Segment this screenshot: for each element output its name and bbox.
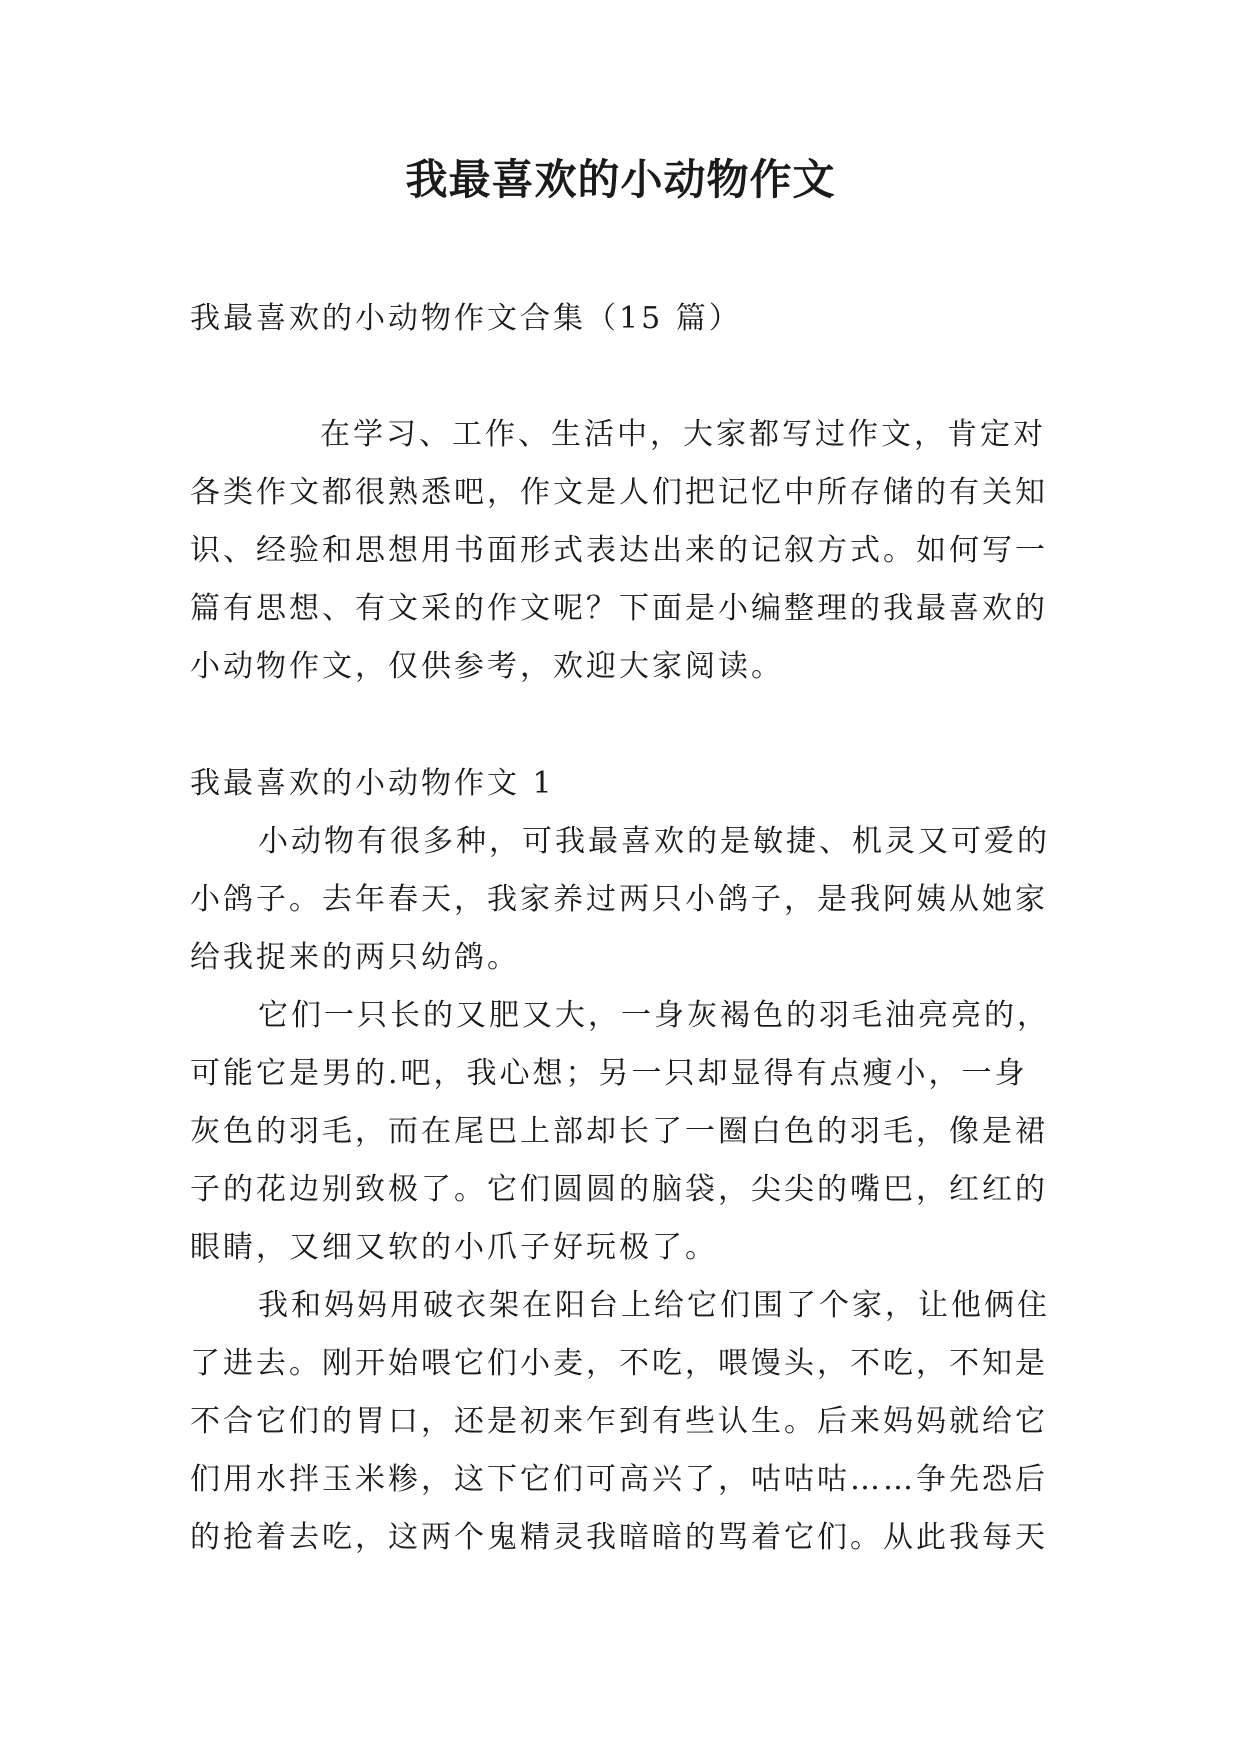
section-body <box>190 813 1060 1567</box>
document-title: 我最喜欢的小动物作文 <box>405 155 836 204</box>
section-heading-text: 我最喜欢的小动物作文 1 <box>190 766 555 801</box>
intro-line: 篇有思想、有文采的作文呢？下面是小编整理的我最喜欢的 <box>190 591 1048 626</box>
paragraph-line: 的抢着去吃，这两个鬼精灵我暗暗的骂着它们。从此我每天 <box>190 1520 1048 1555</box>
paragraph-line: 子的花边别致极了。它们圆圆的脑袋，尖尖的嘴巴，红红的 <box>190 1172 1048 1207</box>
paragraph-line: 我和妈妈用破衣架在阳台上给它们围了个家，让他俩住 <box>258 1288 1050 1323</box>
subtitle-line: 我最喜欢的小动物作文合集（15 篇） <box>190 301 742 336</box>
paragraph-line: 它们一只长的又肥又大，一身灰褐色的羽毛油亮亮的， <box>258 998 1050 1033</box>
paragraph-line: 小鸽子。去年春天，我家养过两只小鸽子，是我阿姨从她家 <box>190 882 1048 917</box>
intro-paragraph <box>190 406 1060 696</box>
intro-line: 各类作文都很熟悉吧，作文是人们把记忆中所存储的有关知 <box>190 475 1048 510</box>
intro-line: 小动物作文，仅供参考，欢迎大家阅读。 <box>190 649 784 684</box>
paragraph-line: 给我捉来的两只幼鸽。 <box>190 940 520 975</box>
paragraph-line: 们用水拌玉米糁，这下它们可高兴了，咕咕咕……争先恐后 <box>190 1462 1048 1497</box>
paragraph-line: 小动物有很多种，可我最喜欢的是敏捷、机灵又可爱的 <box>258 824 1050 859</box>
paragraph-line: 灰色的羽毛，而在尾巴上部却长了一圈白色的羽毛，像是裙 <box>190 1114 1048 1149</box>
intro-line: 识、经验和思想用书面形式表达出来的记叙方式。如何写一 <box>190 533 1048 568</box>
paragraph-line: 眼睛，又细又软的小爪子好玩极了。 <box>190 1230 718 1265</box>
paragraph-line: 可能它是男的.吧，我心想；另一只却显得有点瘦小，一身 <box>190 1056 1028 1091</box>
document-subtitle <box>190 290 1060 348</box>
paragraph-line: 不合它们的胃口，还是初来乍到有些认生。后来妈妈就给它 <box>190 1404 1048 1439</box>
paragraph-line: 了进去。刚开始喂它们小麦，不吃，喂馒头，不吃，不知是 <box>190 1346 1048 1381</box>
intro-line: 在学习、工作、生活中，大家都写过作文，肯定对 <box>320 417 1046 452</box>
section-heading <box>190 755 1060 813</box>
